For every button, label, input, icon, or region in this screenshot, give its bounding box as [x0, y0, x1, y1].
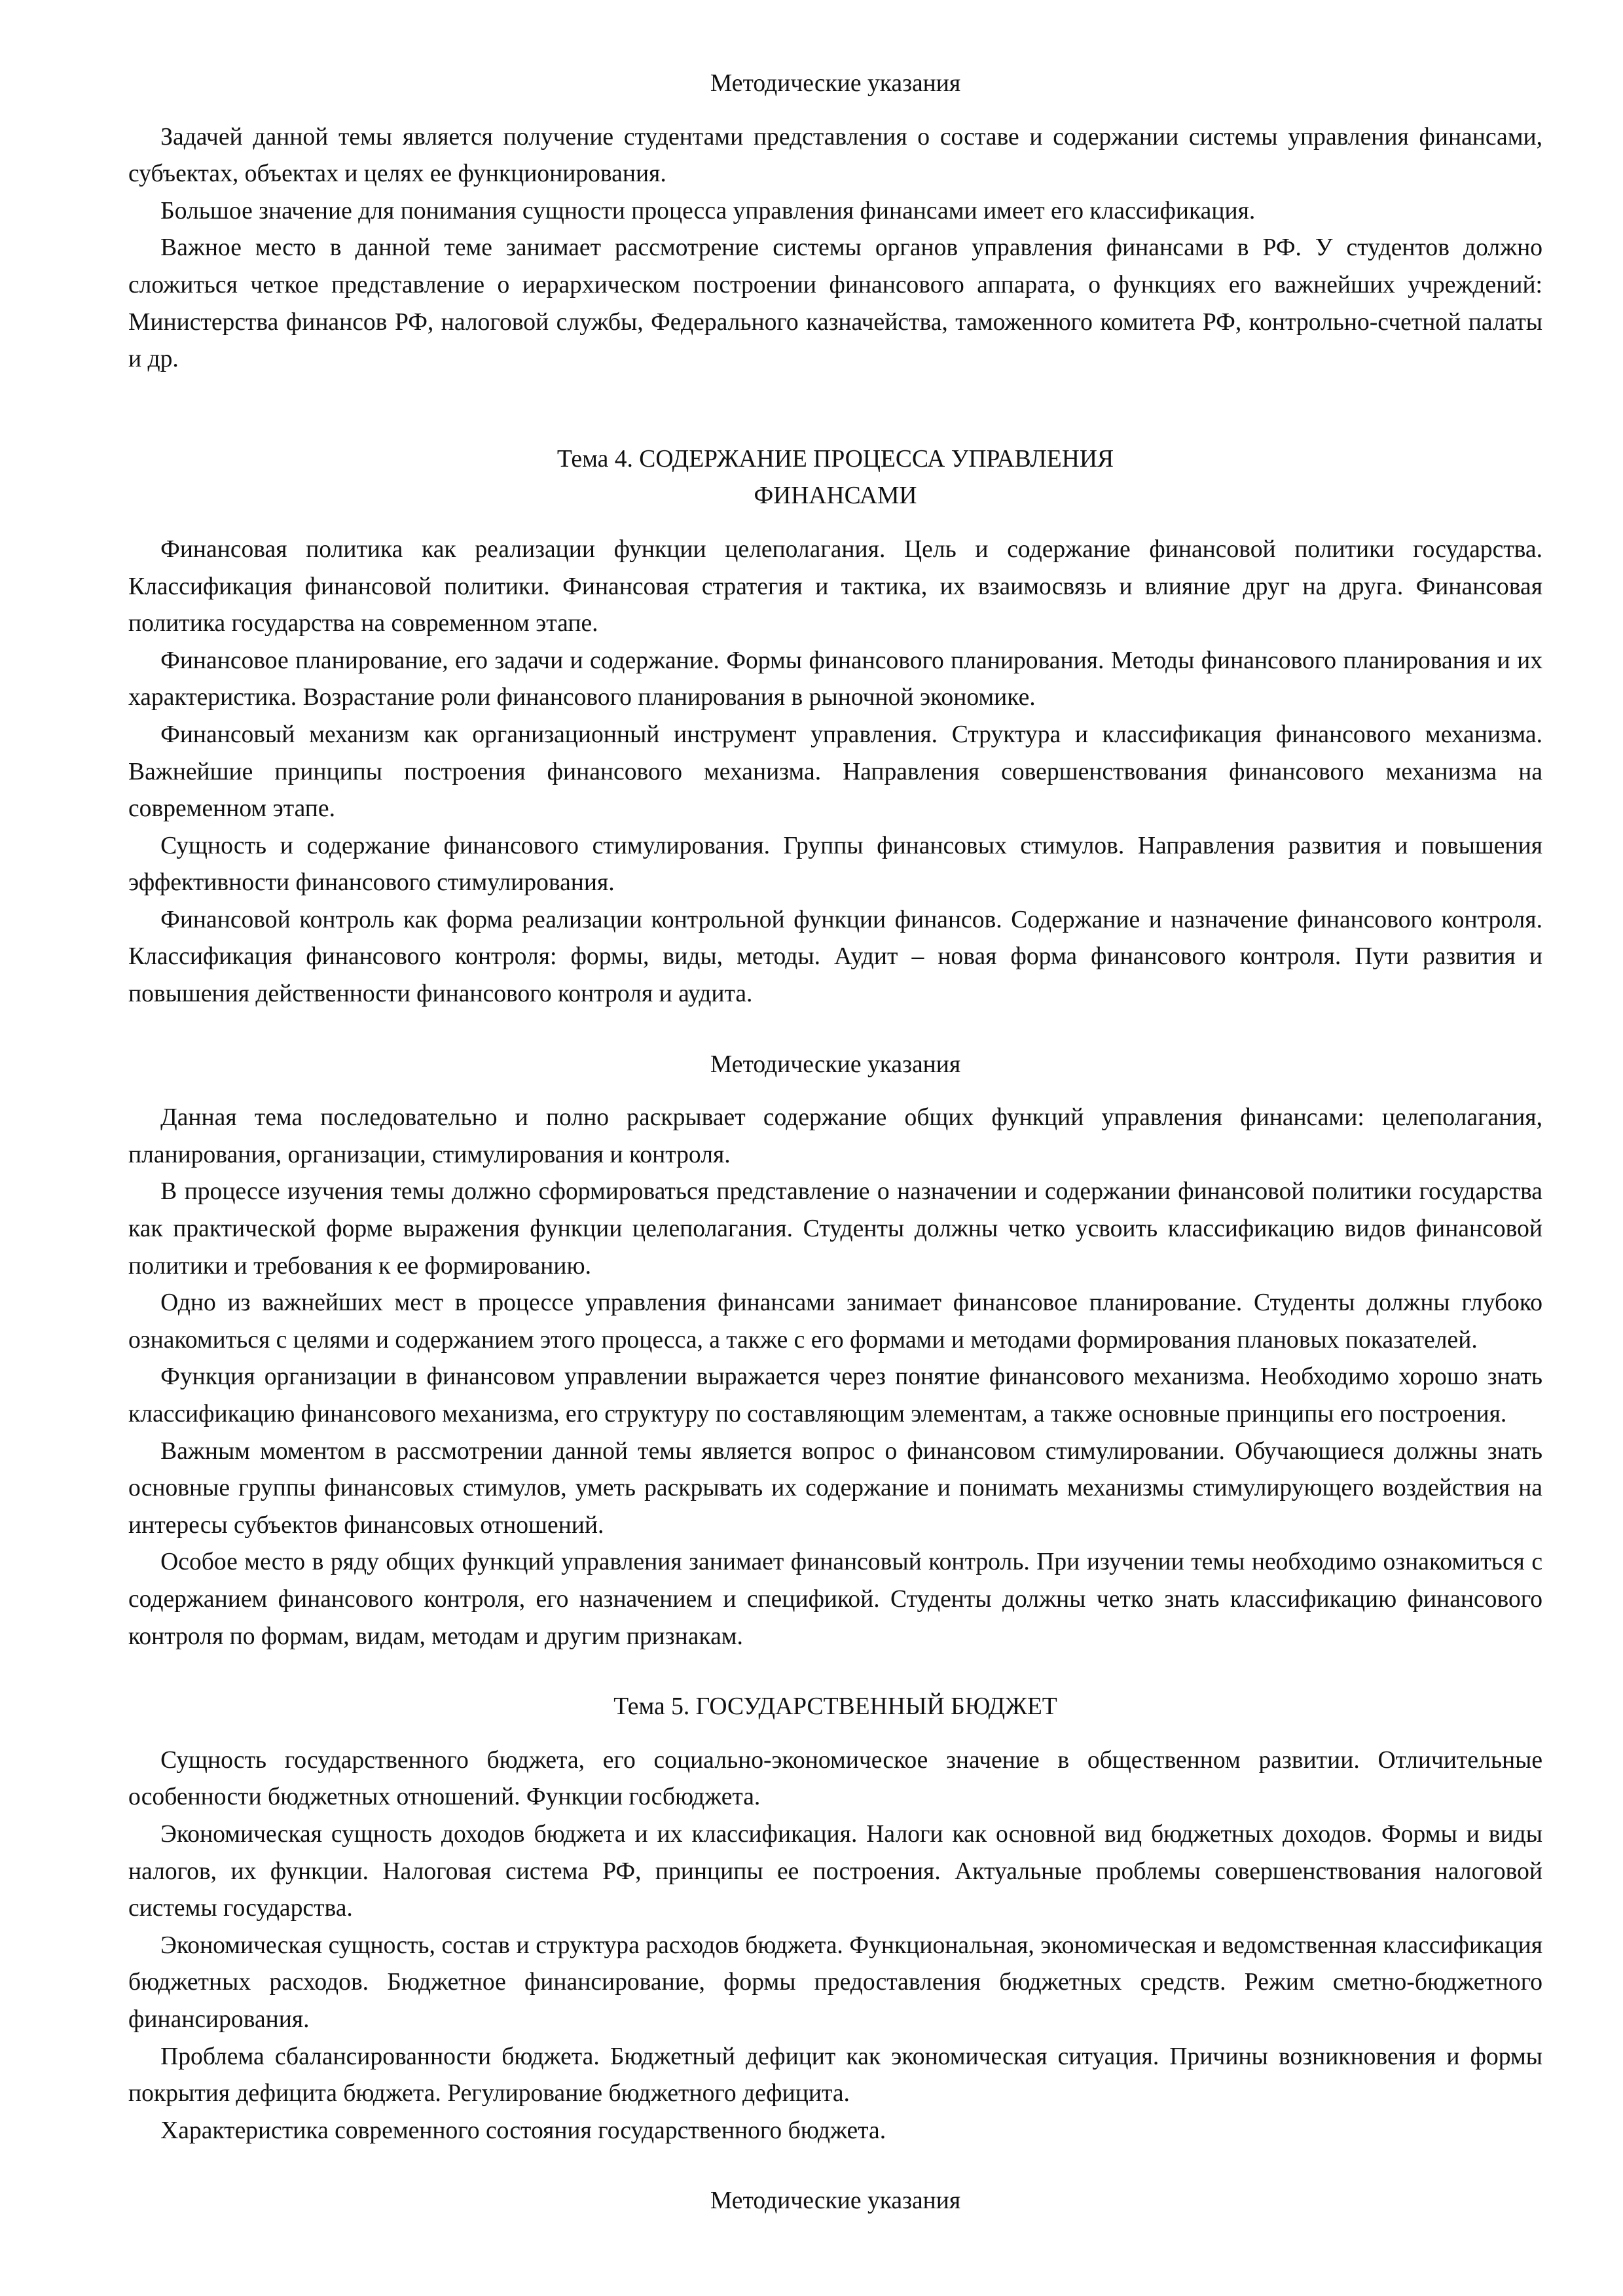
- paragraph: Проблема сбалансированности бюджета. Бюджетный дефицит как экономическая ситуация. Причины возникновения и формы покрытия дефицита бюджета. Регулирование бюджетного дефицита.: [128, 2043, 1542, 2108]
- paragraph: Сущность государственного бюджета, его социально-экономическое значение в общественном развитии. Отличительные особенности бюджетных отношений. Функции госбюджета.: [128, 1746, 1542, 1811]
- paragraph: Данная тема последовательно и полно раскрывает содержание общих функций управления финансами: целеполагания, планирования, организации, стимулирования и контроля.: [128, 1104, 1542, 1168]
- paragraph: Финансовой контроль как форма реализации контрольной функции финансов. Содержание и назначение финансового контроля. Классификация финансового контроля: формы, виды, методы. Аудит – новая форма финансового контроля. Пути развития и повышения действенности финансового контроля и аудита.: [128, 906, 1542, 1008]
- paragraph: Важным моментом в рассмотрении данной темы является вопрос о финансовом стимулировании. Обучающиеся должны знать основные группы финансовых стимулов, уметь раскрывать их содержание и понимать механизмы стимулирующего воздействия на интересы субъектов финансовых отношений.: [128, 1437, 1542, 1539]
- section-heading-methodical-3: Методические указания: [710, 2187, 961, 2215]
- topic-4-title-line-1: Тема 4. СОДЕРЖАНИЕ ПРОЦЕССА УПРАВЛЕНИЯ: [556, 445, 1114, 473]
- paragraph: Сущность и содержание финансового стимулирования. Группы финансовых стимулов. Направления развития и повышения эффективности финансового стимулирования.: [128, 832, 1542, 897]
- topic-4-title-line-2: ФИНАНСАМИ: [754, 482, 917, 510]
- paragraph: Финансовое планирование, его задачи и содержание. Формы финансового планирования. Методы финансового планирования и их характеристика. Возрастание роли финансового планирования в рыночной экономике.: [128, 647, 1542, 711]
- paragraph: Экономическая сущность доходов бюджета и их классификация. Налоги как основной вид бюджетных доходов. Формы и виды налогов, их функции. Налоговая система РФ, принципы ее построения. Актуальные проблемы совершенствования налоговой системы государства.: [128, 1820, 1542, 1922]
- paragraph: В процессе изучения темы должно сформироваться представление о назначении и содержании финансовой политики государства как практической форме выражения функции целеполагания. Студенты должны четко усвоить классификацию видов финансовой политики и требования к ее формированию.: [128, 1178, 1542, 1280]
- paragraph: Особое место в ряду общих функций управления занимает финансовый контроль. При изучении темы необходимо ознакомиться с содержанием финансового контроля, его назначением и спецификой. Студенты должны четко знать классификацию финансового контроля по формам, видам, методам и другим признакам.: [128, 1549, 1542, 1650]
- section-heading-methodical-2: Методические указания: [710, 1050, 961, 1078]
- topic-5-title: Тема 5. ГОСУДАРСТВЕННЫЙ БЮДЖЕТ: [613, 1693, 1057, 1721]
- paragraph: Характеристика современного состояния государственного бюджета.: [160, 2117, 886, 2144]
- document-page: [128, 65, 1542, 2220]
- paragraph: Большое значение для понимания сущности процесса управления финансами имеет его классификация.: [160, 197, 1256, 224]
- paragraph: Важное место в данной теме занимает рассмотрение системы органов управления финансами в РФ. У студентов должно сложиться четкое представление о иерархическом построении финансового аппарата, о функциях его важнейших учреждений: Министерства финансов РФ, налоговой службы, Федерального казначейства, таможенного комитета РФ, контрольно-счетной палаты и др.: [128, 234, 1542, 373]
- paragraph: Функция организации в финансовом управлении выражается через понятие финансового механизма. Необходимо хорошо знать классификацию финансового механизма, его структуру по составляющим элементам, а также основные принципы его построения.: [128, 1363, 1542, 1427]
- paragraph: Финансовый механизм как организационный инструмент управления. Структура и классификация финансового механизма. Важнейшие принципы построения финансового механизма. Направления совершенствования финансового механизма на современном этапе.: [128, 721, 1542, 823]
- paragraph: Одно из важнейших мест в процессе управления финансами занимает финансовое планирование. Студенты должны глубоко ознакомиться с целями и содержанием этого процесса, а также с его формами и методами формирования плановых показателей.: [128, 1289, 1542, 1354]
- paragraph: Экономическая сущность, состав и структура расходов бюджета. Функциональная, экономическая и ведомственная классификация бюджетных расходов. Бюджетное финансирование, формы предоставления бюджетных средств. Режим сметно-бюджетного финансирования.: [128, 1931, 1542, 2033]
- section-heading-methodical-1: Методические указания: [710, 70, 961, 97]
- paragraph: Задачей данной темы является получение студентами представления о составе и содержании системы управления финансами, субъектах, объектах и целях ее функционирования.: [128, 123, 1542, 188]
- paragraph: Финансовая политика как реализации функции целеполагания. Цель и содержание финансовой политики государства. Классификация финансовой политики. Финансовая стратегия и тактика, их взаимосвязь и влияние друг на друга. Финансовая политика государства на современном этапе.: [128, 535, 1542, 637]
